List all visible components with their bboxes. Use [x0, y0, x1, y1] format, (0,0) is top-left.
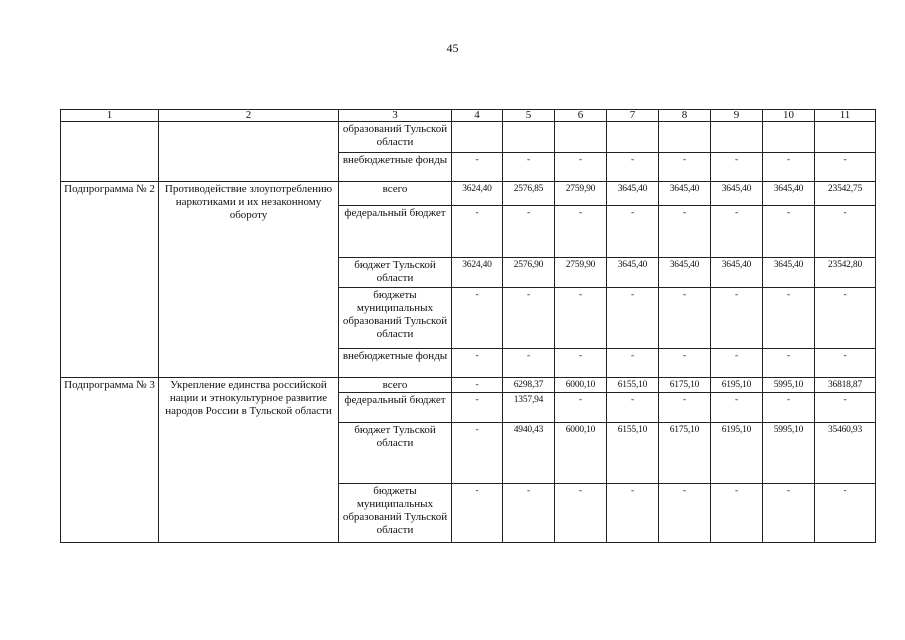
value-cell-col-10: 3645,40 — [763, 258, 815, 288]
value-cell-col-10: 5995,10 — [763, 423, 815, 484]
value-cell-col-10: 3645,40 — [763, 182, 815, 206]
value-cell-col-11: - — [815, 153, 876, 182]
table-row — [61, 182, 876, 206]
col-header-3: 3 — [339, 110, 452, 122]
value-cell-col-11: - — [815, 393, 876, 423]
value-cell-col-5: 4940,43 — [503, 423, 555, 484]
value-cell-col-9: 6195,10 — [711, 423, 763, 484]
funding-source-cell: федеральный бюджет — [339, 393, 452, 423]
funding-source-cell: всего — [339, 378, 452, 393]
value-cell-col-7: 6155,10 — [607, 423, 659, 484]
col-header-4: 4 — [452, 110, 503, 122]
subprogram-cell — [61, 122, 159, 182]
value-cell-col-10: - — [763, 206, 815, 258]
value-cell-col-6: 6000,10 — [555, 378, 607, 393]
value-cell-col-9: 3645,40 — [711, 182, 763, 206]
value-cell-col-4: - — [452, 423, 503, 484]
value-cell-col-5: - — [503, 153, 555, 182]
value-cell-col-11: - — [815, 288, 876, 349]
value-cell-col-11 — [815, 122, 876, 153]
value-cell-col-9: - — [711, 288, 763, 349]
funding-source-cell: бюджет Тульской области — [339, 258, 452, 288]
funding-source-cell: внебюджетные фонды — [339, 349, 452, 378]
value-cell-col-8: - — [659, 484, 711, 543]
value-cell-col-5 — [503, 122, 555, 153]
value-cell-col-6: - — [555, 288, 607, 349]
col-header-6: 6 — [555, 110, 607, 122]
value-cell-col-6: - — [555, 153, 607, 182]
funding-source-cell: бюджет Тульской области — [339, 423, 452, 484]
value-cell-col-7: - — [607, 153, 659, 182]
value-cell-col-8: - — [659, 393, 711, 423]
value-cell-col-10: - — [763, 393, 815, 423]
budget-table — [60, 109, 876, 543]
value-cell-col-6: - — [555, 393, 607, 423]
value-cell-col-8 — [659, 122, 711, 153]
value-cell-col-7: - — [607, 393, 659, 423]
value-cell-col-6: 2759,90 — [555, 182, 607, 206]
funding-source-cell: бюджеты муниципальных образований Тульской области — [339, 288, 452, 349]
value-cell-col-5: 6298,37 — [503, 378, 555, 393]
table-row — [61, 378, 876, 393]
value-cell-col-7: - — [607, 206, 659, 258]
value-cell-col-9: - — [711, 393, 763, 423]
value-cell-col-10: - — [763, 153, 815, 182]
funding-source-cell: внебюджетные фонды — [339, 153, 452, 182]
col-header-11: 11 — [815, 110, 876, 122]
value-cell-col-9: - — [711, 206, 763, 258]
value-cell-col-8: - — [659, 206, 711, 258]
value-cell-col-10: - — [763, 349, 815, 378]
value-cell-col-8: - — [659, 349, 711, 378]
value-cell-col-10: - — [763, 484, 815, 543]
col-header-7: 7 — [607, 110, 659, 122]
col-header-1: 1 — [61, 110, 159, 122]
value-cell-col-4: - — [452, 378, 503, 393]
value-cell-col-5: 2576,90 — [503, 258, 555, 288]
value-cell-col-8: 3645,40 — [659, 182, 711, 206]
value-cell-col-5: 2576,85 — [503, 182, 555, 206]
value-cell-col-9 — [711, 122, 763, 153]
value-cell-col-9: 3645,40 — [711, 258, 763, 288]
subprogram-cell: Подпрограмма № 3 — [61, 378, 159, 543]
value-cell-col-8: 3645,40 — [659, 258, 711, 288]
page-number: 45 — [446, 41, 459, 55]
value-cell-col-7 — [607, 122, 659, 153]
value-cell-col-11: - — [815, 206, 876, 258]
col-header-2: 2 — [159, 110, 339, 122]
value-cell-col-10: 5995,10 — [763, 378, 815, 393]
value-cell-col-10: - — [763, 288, 815, 349]
value-cell-col-8: 6175,10 — [659, 423, 711, 484]
column-number-row — [61, 110, 876, 122]
value-cell-col-9: - — [711, 484, 763, 543]
value-cell-col-11: - — [815, 484, 876, 543]
value-cell-col-11: 23542,75 — [815, 182, 876, 206]
value-cell-col-7: 6155,10 — [607, 378, 659, 393]
value-cell-col-5: 1357,94 — [503, 393, 555, 423]
value-cell-col-4: - — [452, 349, 503, 378]
value-cell-col-7: - — [607, 484, 659, 543]
value-cell-col-7: 3645,40 — [607, 258, 659, 288]
value-cell-col-9: - — [711, 349, 763, 378]
funding-source-cell: образований Тульской области — [339, 122, 452, 153]
funding-source-cell: федеральный бюджет — [339, 206, 452, 258]
value-cell-col-5: - — [503, 288, 555, 349]
col-header-8: 8 — [659, 110, 711, 122]
value-cell-col-8: - — [659, 153, 711, 182]
value-cell-col-11: 36818,87 — [815, 378, 876, 393]
value-cell-col-8: - — [659, 288, 711, 349]
col-header-5: 5 — [503, 110, 555, 122]
value-cell-col-7: - — [607, 349, 659, 378]
col-header-9: 9 — [711, 110, 763, 122]
value-cell-col-5: - — [503, 349, 555, 378]
value-cell-col-9: 6195,10 — [711, 378, 763, 393]
value-cell-col-6 — [555, 122, 607, 153]
value-cell-col-11: - — [815, 349, 876, 378]
table-body — [61, 110, 876, 543]
value-cell-col-6: 6000,10 — [555, 423, 607, 484]
value-cell-col-4: - — [452, 484, 503, 543]
value-cell-col-4: 3624,40 — [452, 182, 503, 206]
value-cell-col-4 — [452, 122, 503, 153]
value-cell-col-8: 6175,10 — [659, 378, 711, 393]
value-cell-col-10 — [763, 122, 815, 153]
value-cell-col-11: 35460,93 — [815, 423, 876, 484]
value-cell-col-9: - — [711, 153, 763, 182]
value-cell-col-6: 2759,90 — [555, 258, 607, 288]
value-cell-col-4: 3624,40 — [452, 258, 503, 288]
funding-source-cell: всего — [339, 182, 452, 206]
value-cell-col-5: - — [503, 206, 555, 258]
value-cell-col-6: - — [555, 206, 607, 258]
funding-source-cell: бюджеты муниципальных образований Тульской области — [339, 484, 452, 543]
subprogram-cell: Подпрограмма № 2 — [61, 182, 159, 378]
value-cell-col-7: 3645,40 — [607, 182, 659, 206]
subprogram-name-cell — [159, 122, 339, 182]
col-header-10: 10 — [763, 110, 815, 122]
value-cell-col-5: - — [503, 484, 555, 543]
value-cell-col-6: - — [555, 484, 607, 543]
value-cell-col-4: - — [452, 393, 503, 423]
value-cell-col-6: - — [555, 349, 607, 378]
value-cell-col-11: 23542,80 — [815, 258, 876, 288]
table-row — [61, 122, 876, 153]
subprogram-name-cell: Укрепление единства российской нации и этнокультурное развитие народов России в Тульской области — [159, 378, 339, 543]
value-cell-col-4: - — [452, 288, 503, 349]
value-cell-col-7: - — [607, 288, 659, 349]
subprogram-name-cell: Противодействие злоупотреблению наркотиками и их незаконному обороту — [159, 182, 339, 378]
value-cell-col-4: - — [452, 153, 503, 182]
value-cell-col-4: - — [452, 206, 503, 258]
